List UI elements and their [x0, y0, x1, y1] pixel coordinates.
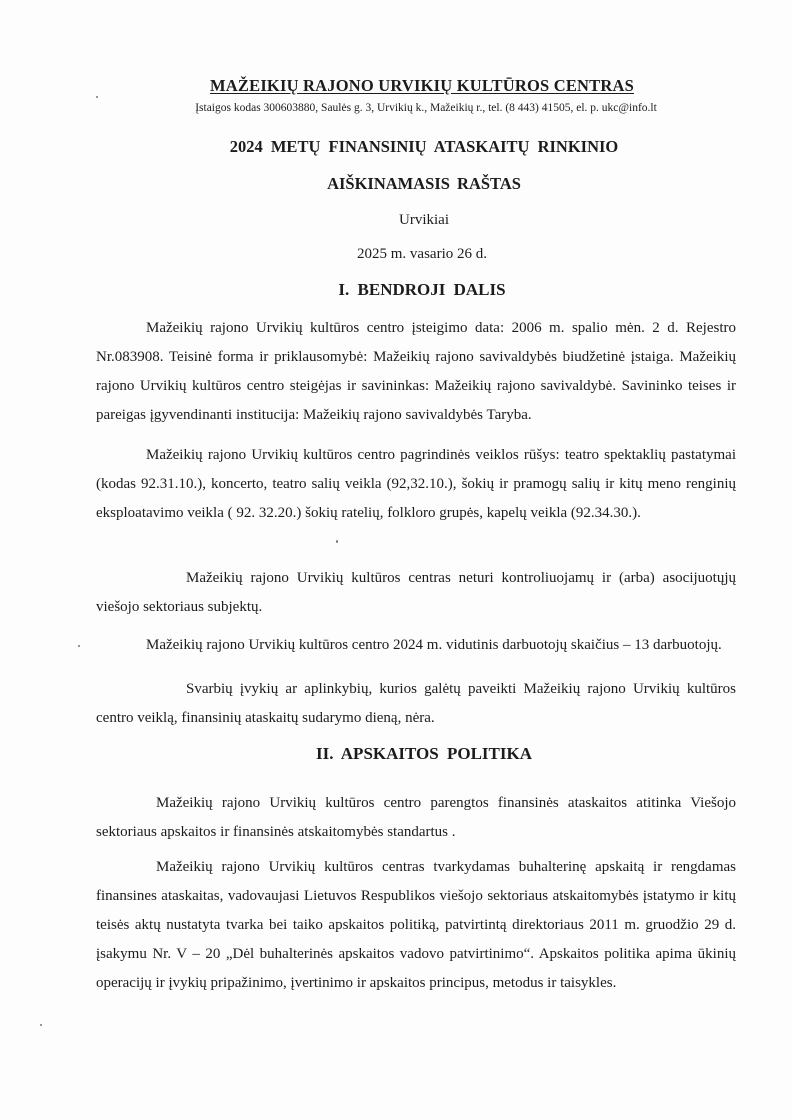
section-heading-accounting-policy: II. APSKAITOS POLITIKA — [315, 744, 532, 763]
paragraph: Mažeikių rajono Urvikių kultūros centras tvarkydamas buhalterinę apskaitą ir rengdamas finansines ataskaitas, vadovaujasi Lietuvos Respublikos viešojo sektoriaus atskaitomybės įstatymo ir kitų teisės aktų nustatyta tvarka bei taiko apskaitos politiką, patvirtintą direktoriaus 2011 m. gruodžio 29 d. įsakymu Nr. V – 20 „Dėl buhalterinės apskaitos vadovo patvirtinimo“. Apskaitos politika apima ūkinių operacijų ir įvykių pripažinimo, įvertinimo ir apskaitos principus, metodus ir taisykles. — [96, 859, 736, 991]
paragraph: Mažeikių rajono Urvikių kultūros centro parengtos finansinės ataskaitos atitinka Viešojo sektoriaus apskaitos ir finansinės atskaitomybės standartus . — [96, 795, 736, 840]
document-title: 2024 METŲ FINANSINIŲ ATASKAITŲ RINKINIO — [229, 137, 619, 156]
paragraph: Mažeikių rajono Urvikių kultūros centro 2024 m. vidutinis darbuotojų skaičius – 13 darbuotojų. — [146, 637, 722, 653]
scan-speck — [78, 645, 80, 647]
scan-speck — [336, 540, 338, 543]
org-name: MAŽEIKIŲ RAJONO URVIKIŲ KULTŪROS CENTRAS — [210, 76, 634, 95]
section-heading-general: I. BENDROJI DALIS — [338, 280, 506, 299]
document-place: Urvikiai — [399, 212, 449, 228]
paragraph: Svarbių įvykių ar aplinkybių, kurios galėtų paveikti Mažeikių rajono Urvikių kultūros centro veiklą, finansinių ataskaitų sudarymo dieną, nėra. — [96, 681, 736, 726]
paragraph: Mažeikių rajono Urvikių kultūros centro įsteigimo data: 2006 m. spalio mėn. 2 d. Rejestro Nr.083908. Teisinė forma ir priklausomybė: Mažeikių rajono savivaldybės biudžetinė įstaiga. Mažeikių rajono Urvikių kultūros centro steigėjas ir savininkas: Mažeikių rajono savivaldybė. Savininko teises ir pareigas įgyvendinanti institucija: Mažeikių rajono savivaldybės Taryba. — [96, 320, 736, 423]
paragraph: Mažeikių rajono Urvikių kultūros centro pagrindinės veiklos rūšys: teatro spektaklių pastatymai (kodas 92.31.10.), koncerto, teatro salių veikla (92,32.10.), šokių ir pramogų salių ir kitų meno renginių eksploatavimo veikla ( 92. 32.20.) šokių ratelių, folkloro grupės, kapelų veikla (92.34.30.). — [96, 447, 736, 521]
scan-speck — [40, 1024, 42, 1026]
paragraph: Mažeikių rajono Urvikių kultūros centras neturi kontroliuojamų ir (arba) asocijuotųjų viešojo sektoriaus subjektų. — [96, 570, 736, 615]
document-date: 2025 m. vasario 26 d. — [357, 246, 487, 262]
scan-speck — [96, 96, 98, 98]
org-details: Įstaigos kodas 300603880, Saulės g. 3, Urvikių k., Mažeikių r., tel. (8 443) 41505, el. p. ukc@info.lt — [195, 102, 657, 114]
document-subtitle: AIŠKINAMASIS RAŠTAS — [327, 174, 521, 193]
